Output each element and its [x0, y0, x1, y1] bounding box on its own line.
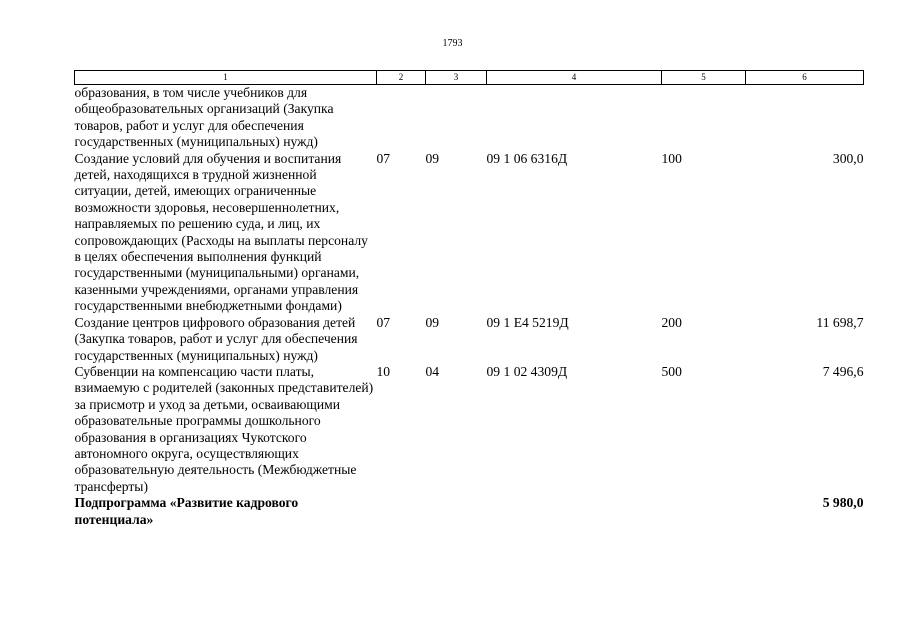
header-row	[75, 71, 864, 85]
table-body	[75, 85, 864, 528]
header-col-4: 4	[487, 71, 662, 85]
table-row	[75, 315, 864, 364]
table-row	[75, 85, 864, 151]
table-header	[75, 71, 864, 85]
header-col-5: 5	[662, 71, 746, 85]
table-row	[75, 364, 864, 495]
row-section: 10	[376, 363, 391, 379]
row-amount: 7 496,6	[822, 363, 864, 379]
subprogram-row	[75, 495, 864, 528]
header-col-3: 3	[426, 71, 487, 85]
row-subsection: 09	[425, 314, 440, 330]
page-number: 1793	[442, 38, 463, 49]
row-section: 07	[376, 314, 391, 330]
header-col-1: 1	[75, 71, 377, 85]
row-amount: 11 698,7	[816, 314, 864, 330]
row-subsection: 04	[425, 363, 440, 379]
row-code: 09 1 02 4309Д	[486, 363, 568, 379]
row-type	[662, 495, 746, 528]
header-col-2: 2	[377, 71, 426, 85]
row-code: 09 1 E4 5219Д	[486, 314, 569, 330]
row-code	[487, 495, 662, 528]
table-row	[75, 151, 864, 315]
row-code: 09 1 06 6316Д	[486, 150, 568, 166]
budget-table	[74, 70, 864, 528]
row-section: 07	[376, 150, 391, 166]
row-code	[487, 85, 662, 151]
row-type: 200	[661, 314, 682, 330]
row-type	[662, 85, 746, 151]
row-section	[377, 495, 426, 528]
row-name: образования, в том числе учебников для общеобразовательных организаций (Закупка товаров, работ и услуг для обеспечения государственных (муниципальных) нужд)	[74, 85, 334, 150]
row-name: Создание центров цифрового образования детей (Закупка товаров, работ и услуг для обеспечения государственных (муниципальных) нужд)	[74, 314, 358, 363]
row-amount	[746, 85, 864, 151]
row-subsection	[426, 495, 487, 528]
row-subsection: 09	[425, 150, 440, 166]
subprogram-name: Подпрограмма «Развитие кадрового потенциала»	[74, 495, 299, 527]
row-name: Создание условий для обучения и воспитания детей, находящихся в трудной жизненной ситуации, детей, имеющих ограниченные возможности здоровья, несовершеннолетних, направляемых по решению суда, и лиц, их сопровождающих (Расходы на выплаты персоналу в целях обеспечения выполнения функций государственными (муниципальными) органами, казенными учреждениями, органами управления государственными внебюджетными фондами)	[74, 150, 368, 314]
row-type: 100	[661, 150, 682, 166]
subprogram-amount: 5 980,0	[822, 495, 864, 511]
header-col-6: 6	[746, 71, 864, 85]
row-amount: 300,0	[832, 150, 864, 166]
row-name: Субвенции на компенсацию части платы, взимаемую с родителей (законных представителей) за присмотр и уход за детьми, осваивающими образовательные программы дошкольного образования в организациях Чукотского автономного округа, осуществляющих образовательную деятельность (Межбюджетные трансферты)	[74, 363, 374, 494]
row-subsection	[426, 85, 487, 151]
row-section	[377, 85, 426, 151]
row-type: 500	[661, 363, 682, 379]
